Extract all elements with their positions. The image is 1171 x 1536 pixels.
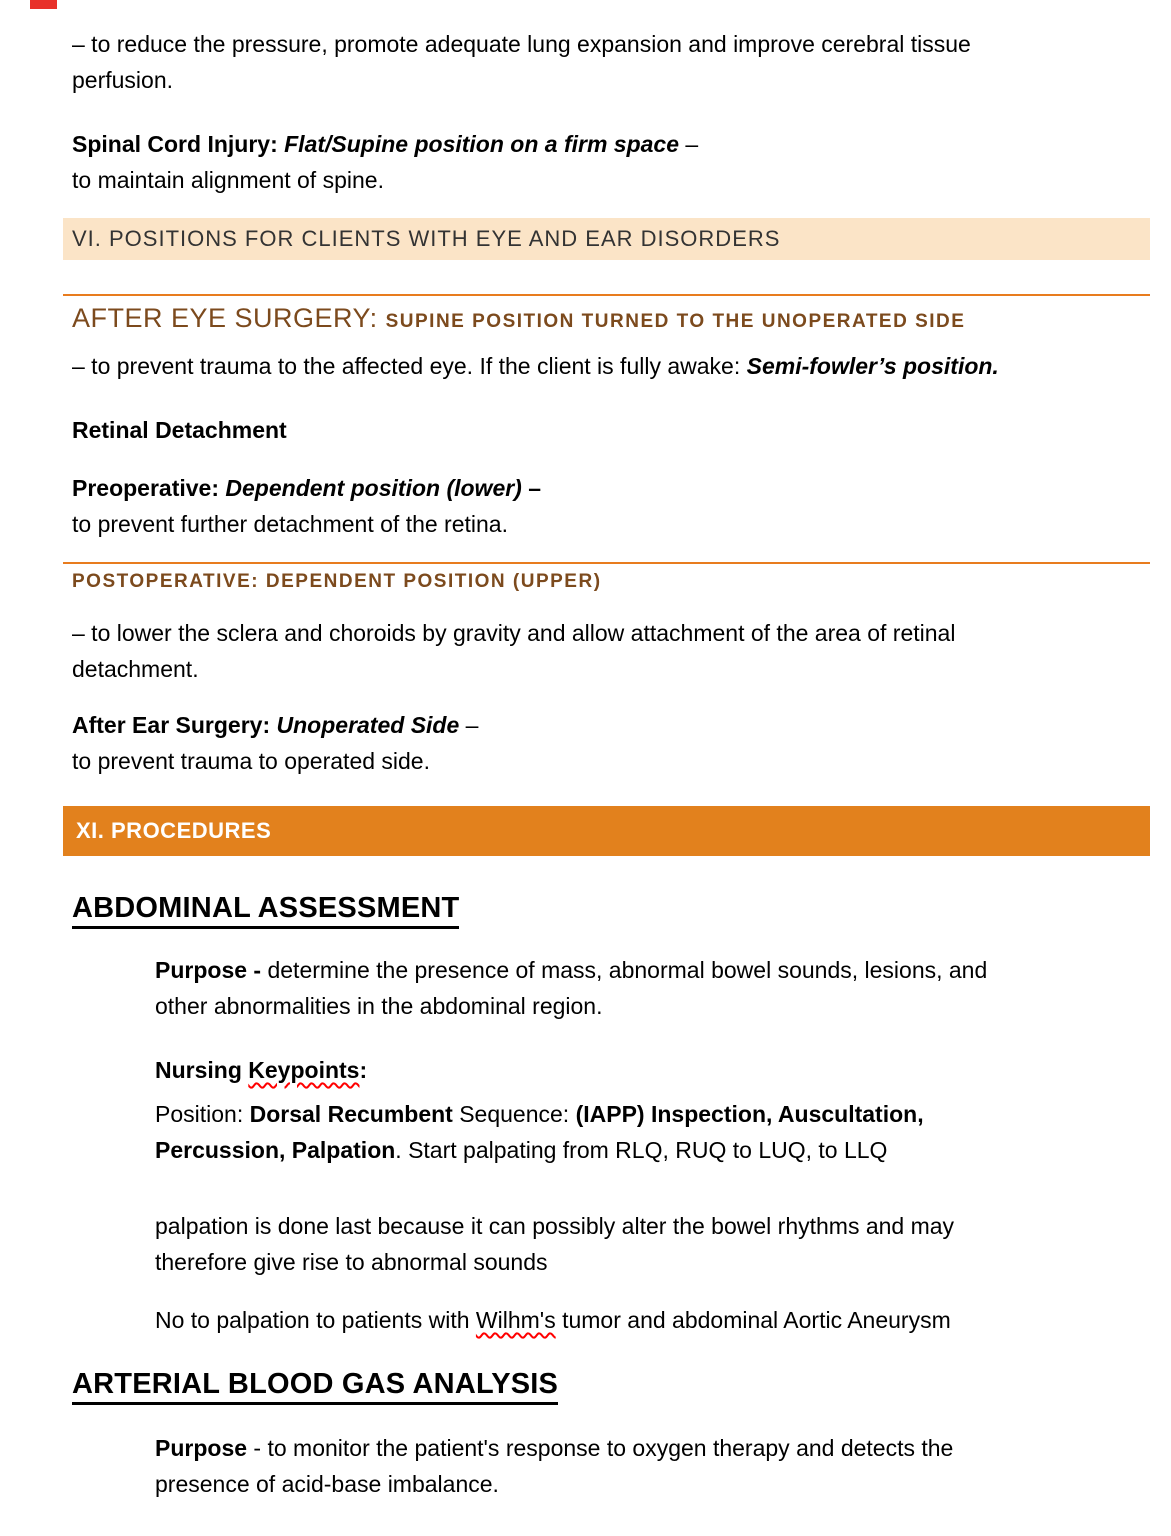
heading-arterial-blood-gas (72, 1366, 1136, 1402)
dash: – (521, 475, 542, 501)
text-line: other abnormalities in the abdominal region. (155, 993, 603, 1019)
text-line: to prevent further detachment of the retina. (72, 511, 508, 537)
text-line: – to reduce the pressure, promote adequate lung expansion and improve cerebral tissue (72, 31, 971, 57)
heading-arterial-blood-gas-text: ARTERIAL BLOOD GAS ANALYSIS (72, 1368, 558, 1405)
preoperative-label: Preoperative: (72, 475, 226, 501)
text-line: . Start palpating from RLQ, RUQ to LUQ, to LLQ (395, 1137, 888, 1163)
heading-after-eye-surgery-title: AFTER EYE SURGERY: (72, 303, 386, 333)
paragraph-abg-purpose (72, 1430, 1136, 1502)
sequence-value: (IAPP) Inspection, Auscultation, (575, 1101, 924, 1127)
text-line: to maintain alignment of spine. (72, 167, 384, 193)
paragraph-palpation-note (72, 1208, 1136, 1280)
heading-retinal-detachment (72, 412, 1136, 448)
section-banner-title: XI. PROCEDURES (76, 818, 272, 843)
sequence-value: Percussion, Palpation (155, 1137, 396, 1163)
heading-abdominal-assessment-text: ABDOMINAL ASSESSMENT (72, 892, 459, 929)
heading-abdominal-assessment (72, 890, 1136, 926)
preoperative-position-text: Dependent position (lower) (225, 475, 522, 501)
text-line: – to prevent trauma to the affected eye. If the client is fully awake: (72, 353, 747, 379)
paragraph-spinal-cord-injury (72, 126, 1136, 198)
text-line: - to monitor the patient's response to oxygen therapy and detects the (247, 1435, 954, 1461)
misspelled-word: Wilhm's (475, 1307, 556, 1333)
paragraph-after-ear-surgery (72, 707, 1136, 779)
text-line: – to lower the sclera and choroids by gravity and allow attachment of the area of retinal (72, 620, 956, 646)
nursing-keypoints-word: Keypoints (248, 1057, 360, 1083)
paragraph-postoperative (72, 615, 1136, 687)
text-line: presence of acid-base imbalance. (155, 1471, 499, 1497)
dash: – (679, 131, 699, 157)
paragraph-abdominal-purpose (72, 952, 1136, 1024)
heading-after-eye-surgery (63, 294, 1150, 334)
heading-nursing-keypoints (72, 1052, 1136, 1088)
paragraph-reduce-pressure (72, 26, 1136, 98)
text-line: determine the presence of mass, abnormal bowel sounds, lesions, and (267, 957, 988, 983)
position-value: Dorsal Recumbent (249, 1101, 453, 1127)
section-banner-procedures (63, 806, 1150, 856)
text-line: to prevent trauma to operated side. (72, 748, 430, 774)
dash: – (459, 712, 479, 738)
paragraph-preoperative (72, 470, 1136, 542)
heading-after-eye-surgery-subtitle: SUPINE POSITION TURNED TO THE UNOPERATED SIDE (385, 311, 966, 332)
after-ear-label: After Ear Surgery: (72, 712, 277, 738)
heading-postoperative-title: POSTOPERATIVE: DEPENDENT POSITION (UPPER) (72, 571, 602, 592)
spinal-position-text: Flat/Supine position on a firm space (284, 131, 680, 157)
purpose-label: Purpose (155, 1435, 248, 1461)
section-header-title: VI. POSITIONS FOR CLIENTS WITH EYE AND EAR DISORDERS (72, 226, 781, 251)
spinal-cord-label: Spinal Cord Injury: (72, 131, 285, 157)
section-header-eye-ear-disorders (63, 218, 1150, 260)
retinal-detachment-text: Retinal Detachment (72, 417, 287, 443)
purpose-label: Purpose - (155, 957, 268, 983)
text-line: tumor and abdominal Aortic Aneurysm (555, 1307, 951, 1333)
text-line: No to palpation to patients with (155, 1307, 476, 1333)
nursing-keypoints-suffix: : (359, 1057, 368, 1083)
semi-fowlers-emphasis: Semi-fowler’s position. (746, 353, 999, 379)
text-line: palpation is done last because it can possibly alter the bowel rhythms and may (155, 1213, 955, 1239)
paragraph-prevent-trauma-eye (72, 348, 1136, 384)
text-line: therefore give rise to abnormal sounds (155, 1249, 548, 1275)
paragraph-position-sequence (72, 1096, 1136, 1168)
text-line: detachment. (72, 656, 199, 682)
red-marker (30, 0, 57, 9)
position-label: Position: (155, 1101, 250, 1127)
sequence-label: Sequence: (452, 1101, 576, 1127)
heading-postoperative (63, 562, 1150, 593)
paragraph-no-palpation (72, 1302, 1136, 1338)
after-ear-position-text: Unoperated Side (276, 712, 460, 738)
nursing-keypoints-prefix: Nursing (155, 1057, 249, 1083)
text-line: perfusion. (72, 67, 174, 93)
